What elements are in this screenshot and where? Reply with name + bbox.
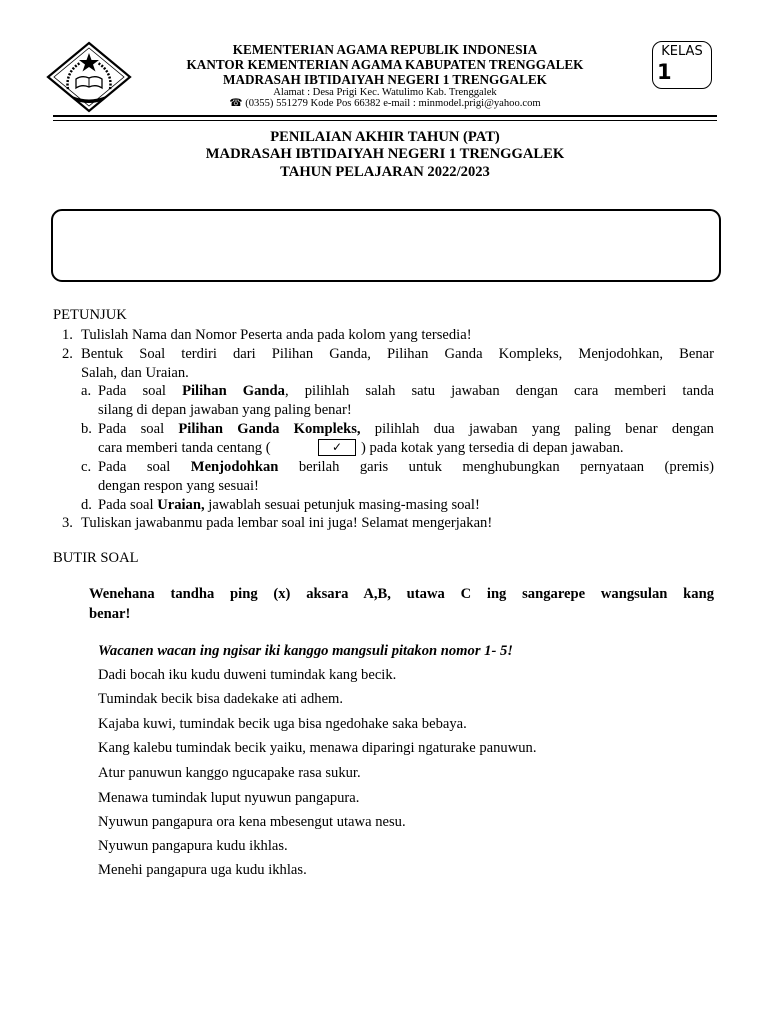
petunjuk-sub-b-line2a: cara memberi tanda centang ( [98, 440, 271, 456]
sub-label: c. [81, 459, 92, 475]
petunjuk-sub-c-line2: dengan respon yang sesuai! [98, 478, 259, 494]
student-identity-box[interactable] [51, 209, 721, 282]
school-contact: ☎ (0355) 551279 Kode Pos 66382 e-mail : minmodel.prigi@yahoo.com [229, 98, 541, 109]
kelas-value: 1 [657, 60, 672, 84]
petunjuk-item-3: Tuliskan jawabanmu pada lembar soal ini juga! Selamat mengerjakan! [81, 515, 493, 531]
kelas-label: KELAS [661, 44, 703, 59]
question-instruction-line1: Wenehana tandha ping (x) aksara A,B, utawa C ing sangarepe wangsulan kang [89, 586, 714, 602]
reading-line: Kajaba kuwi, tumindak becik uga bisa ngedohake saka bebaya. [98, 716, 467, 732]
kemenag-emblem-icon [46, 41, 132, 113]
exam-title: PENILAIAN AKHIR TAHUN (PAT) [270, 129, 500, 145]
question-instruction-line2: benar! [89, 605, 131, 622]
office-name: KANTOR KEMENTERIAN AGAMA KABUPATEN TRENGGALEK [186, 57, 584, 72]
sub-label: b. [81, 421, 92, 437]
item-number: 2. [62, 346, 73, 362]
exam-year: TAHUN PELAJARAN 2022/2023 [280, 164, 490, 180]
petunjuk-heading: PETUNJUK [53, 307, 127, 323]
petunjuk-sub-b: Pada soal Pilihan Ganda Kompleks, pilihlah dua jawaban yang paling benar dengan [98, 421, 714, 437]
petunjuk-sub-b-line2b: ) pada kotak yang tersedia di depan jawaban. [361, 440, 624, 456]
reading-line: Atur panuwun kanggo ngucapake rasa sukur. [98, 765, 361, 781]
school-address: Alamat : Desa Prigi Kec. Watulimo Kab. Trenggalek [273, 87, 497, 98]
petunjuk-item-1: Tulislah Nama dan Nomor Peserta anda pada kolom yang tersedia! [81, 327, 472, 343]
petunjuk-item-2-line1: Bentuk Soal terdiri dari Pilihan Ganda, Pilihan Ganda Kompleks, Menjodohkan, Benar [81, 346, 714, 362]
petunjuk-item-2-line2: Salah, dan Uraian. [81, 365, 189, 381]
petunjuk-sub-c: Pada soal Menjodohkan berilah garis untuk menghubungkan pernyataan (premis) [98, 459, 714, 475]
reading-line: Nyuwun pangapura kudu ikhlas. [98, 838, 288, 854]
reading-line: Dadi bocah iku kudu duweni tumindak kang becik. [98, 667, 397, 683]
exam-school: MADRASAH IBTIDAIYAH NEGERI 1 TRENGGALEK [205, 146, 565, 162]
item-number: 1. [62, 327, 73, 343]
school-name: MADRASAH IBTIDAIYAH NEGERI 1 TRENGGALEK [223, 72, 547, 87]
petunjuk-sub-d: Pada soal Uraian, jawablah sesuai petunjuk masing-masing soal! [98, 497, 480, 513]
reading-instruction: Wacanen wacan ing ngisar iki kanggo mangsuli pitakon nomor 1- 5! [98, 643, 513, 659]
checkmark-example-box [318, 439, 356, 456]
reading-line: Kang kalebu tumindak becik yaiku, menawa diparingi ngaturake panuwun. [98, 740, 537, 756]
reading-line: Tumindak becik bisa dadekake ati adhem. [98, 691, 344, 707]
letterhead-rule-thin [53, 120, 717, 121]
sub-label: a. [81, 383, 92, 399]
reading-line: Nyuwun pangapura ora kena mbesengut utawa nesu. [98, 814, 406, 830]
item-number: 3. [62, 515, 73, 531]
sub-label: d. [81, 497, 92, 513]
reading-line: Menawa tumindak luput nyuwun pangapura. [98, 790, 360, 806]
reading-line: Menehi pangapura uga kudu ikhlas. [98, 862, 307, 878]
petunjuk-sub-a-line2: silang di depan jawaban yang paling benar! [98, 402, 352, 418]
butir-soal-heading: BUTIR SOAL [53, 550, 139, 566]
checkmark-icon: ✓ [331, 440, 343, 454]
letterhead-rule-thick [53, 115, 717, 117]
petunjuk-sub-a: Pada soal Pilihan Ganda, pilihlah salah satu jawaban dengan cara memberi tanda [98, 383, 714, 399]
ministry-name: KEMENTERIAN AGAMA REPUBLIK INDONESIA [232, 42, 538, 57]
question-instruction [89, 585, 714, 624]
